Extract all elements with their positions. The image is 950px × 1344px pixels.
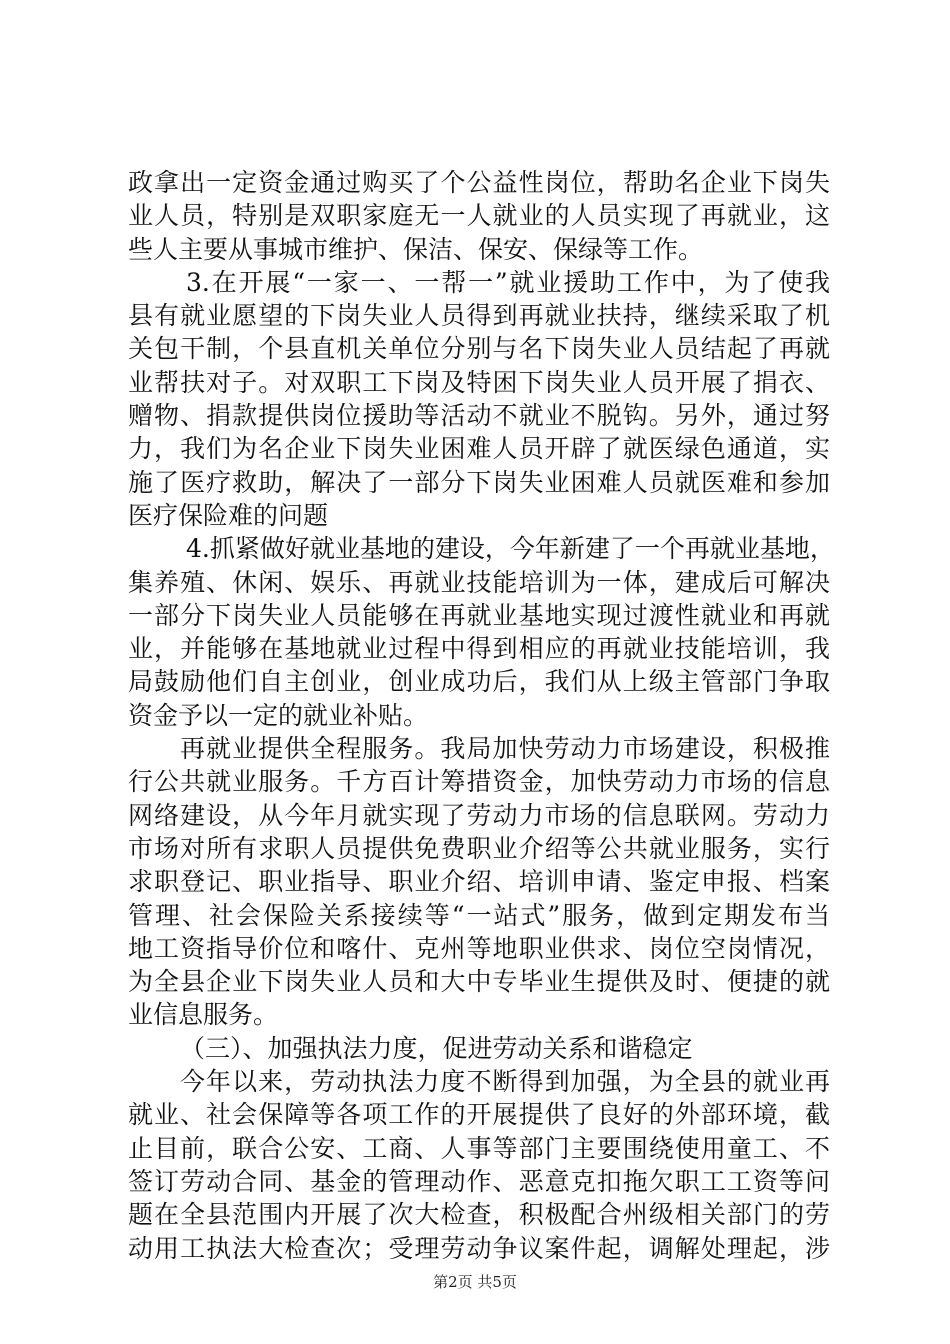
body-line: 赠物、捐款提供岗位援助等活动不就业不脱钩。另外，通过努 (128, 401, 830, 431)
body-line: 题在全县范围内开展了次大检查，积极配合州级相关部门的劳 (128, 1200, 830, 1230)
body-line: 为全县企业下岗失业人员和大中专毕业生提供及时、便捷的就 (128, 967, 830, 997)
body-line: 施了医疗救助，解决了一部分下岗失业困难人员就医难和参加 (128, 467, 830, 497)
body-line: 资金予以一定的就业补贴。 (128, 700, 429, 730)
body-line: 业人员，特别是双职家庭无一人就业的人员实现了再就业，这 (128, 201, 830, 231)
section-heading: （三）、加强执法力度，促进劳动关系和谐稳定 (180, 1033, 693, 1063)
body-line: 些人主要从事城市维护、保洁、保安、保绿等工作。 (128, 234, 704, 264)
body-line: 业，并能够在基地就业过程中得到相应的再就业技能培训，我 (128, 634, 830, 664)
body-line: 业信息服务。 (128, 1000, 279, 1030)
body-line: 集养殖、休闲、娱乐、再就业技能培训为一体，建成后可解决 (128, 567, 830, 597)
body-line: 医疗保险难的问题 (128, 500, 329, 530)
body-line: 行公共就业服务。千方百计筹措资金，加快劳动力市场的信息 (128, 767, 830, 797)
body-line: 市场对所有求职人员提供免费职业介绍等公共就业服务，实行 (128, 833, 830, 863)
body-line: 关包干制，个县直机关单位分别与名下岗失业人员结起了再就 (128, 334, 830, 364)
body-line: 政拿出一定资金通过购买了个公益性岗位，帮助名企业下岗失 (128, 168, 830, 197)
body-line: 签订劳动合同、基金的管理动作、恶意克扣拖欠职工工资等问 (128, 1166, 830, 1196)
body-line: 止目前，联合公安、工商、人事等部门主要围绕使用童工、不 (128, 1133, 830, 1163)
body-line: 一部分下岗失业人员能够在再就业基地实现过渡性就业和再就 (128, 600, 830, 630)
body-line: 管理、社会保险关系接续等“一站式”服务，做到定期发布当 (128, 900, 830, 930)
body-line: 县有就业愿望的下岗失业人员得到再就业扶持，继续采取了机 (128, 301, 830, 331)
body-line: 网络建设，从今年月就实现了劳动力市场的信息联网。劳动力 (128, 800, 830, 830)
document-body (128, 166, 835, 1265)
body-line: 力，我们为名企业下岗失业困难人员开辟了就医绿色通道，实 (128, 434, 830, 464)
body-line: 4.抓紧做好就业基地的建设，今年新建了一个再就业基地， (186, 534, 835, 564)
body-line: 3.在开展“一家一、一帮一”就业援助工作中，为了使我 (186, 267, 830, 297)
body-line: 业帮扶对子。对双职工下岗及特困下岗失业人员开展了捐衣、 (128, 367, 830, 397)
body-line: 今年以来，劳动执法力度不断得到加强，为全县的就业再 (180, 1067, 830, 1097)
body-line: 动用工执法大检查次；受理劳动争议案件起，调解处理起，涉 (128, 1233, 830, 1263)
body-line: 求职登记、职业指导、职业介绍、培训申请、鉴定申报、档案 (128, 867, 830, 897)
body-line: 再就业提供全程服务。我局加快劳动力市场建设，积极推 (180, 734, 830, 764)
body-line: 局鼓励他们自主创业，创业成功后，我们从上级主管部门争取 (128, 667, 830, 697)
page-number-footer: 第2页 共5页 (433, 1273, 517, 1291)
body-line: 地工资指导价位和喀什、克州等地职业供求、岗位空岗情况， (128, 933, 830, 963)
body-line: 就业、社会保障等各项工作的开展提供了良好的外部环境，截 (128, 1100, 830, 1130)
